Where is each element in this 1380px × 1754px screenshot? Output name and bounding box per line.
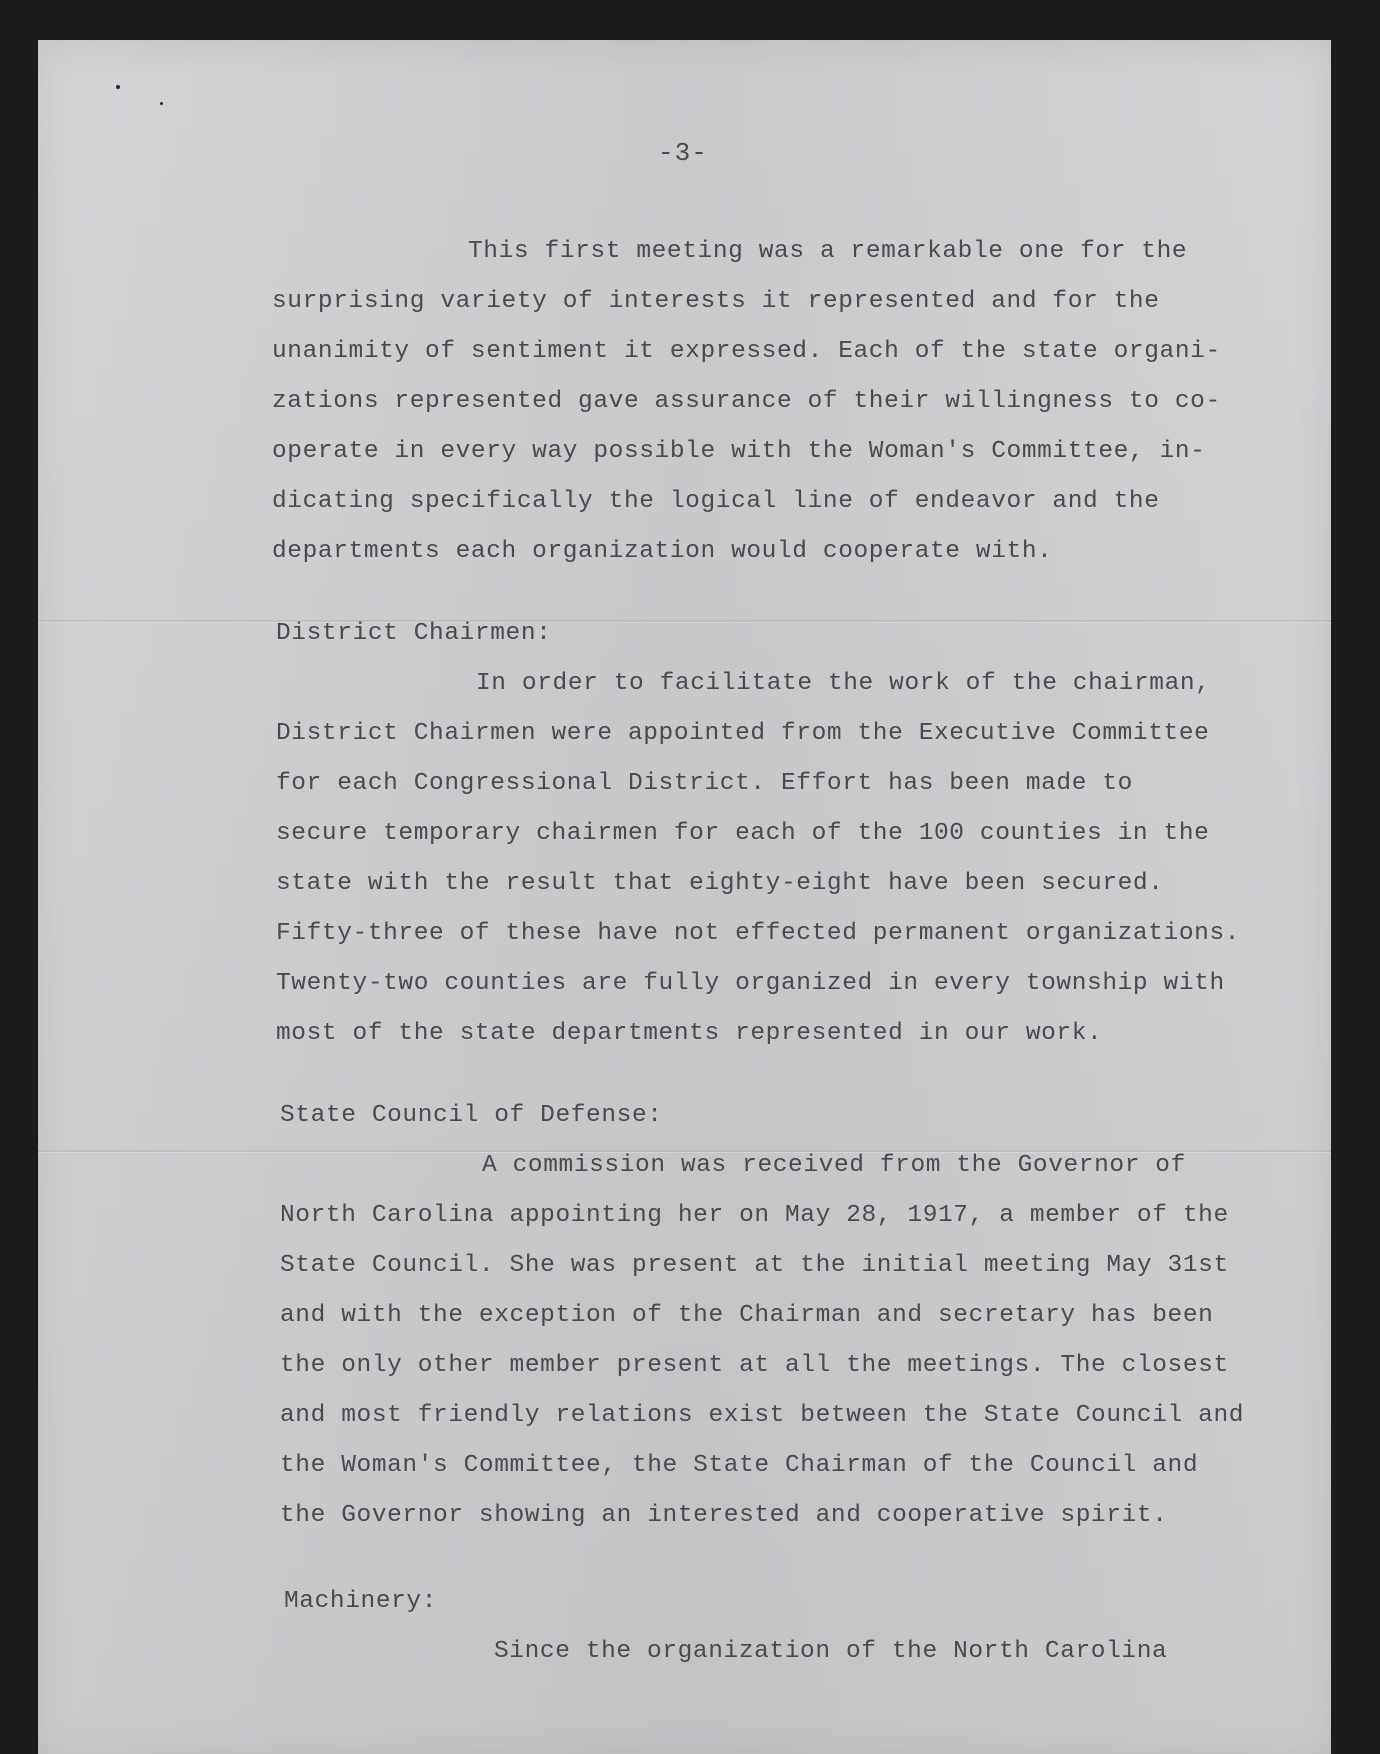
paragraph-line: Fifty-three of these have not effected permanent organizations. <box>276 920 1241 947</box>
paragraph-line: A commission was received from the Governor of <box>482 1152 1186 1179</box>
paragraph-line: departments each organization would cooperate with. <box>272 538 1053 565</box>
paragraph-line: Since the organization of the North Carolina <box>494 1638 1168 1665</box>
paragraph-line: unanimity of sentiment it expressed. Each of the state organi- <box>272 338 1221 365</box>
paragraph-line: secure temporary chairmen for each of the 100 counties in the <box>276 820 1210 847</box>
paragraph-line: and most friendly relations exist between the State Council and <box>280 1402 1245 1429</box>
paragraph-line: the Governor showing an interested and cooperative spirit. <box>280 1502 1168 1529</box>
section-heading: Machinery: <box>284 1588 438 1615</box>
paragraph-line: This first meeting was a remarkable one for the <box>468 238 1188 265</box>
paragraph-line: and with the exception of the Chairman and secretary has been <box>280 1302 1214 1329</box>
paragraph-line: most of the state departments represented in our work. <box>276 1020 1103 1047</box>
paragraph-line: the Woman's Committee, the State Chairman of the Council and <box>280 1452 1199 1479</box>
paragraph-line: In order to facilitate the work of the chairman, <box>476 670 1211 697</box>
page-number: -3- <box>658 138 708 168</box>
paragraph-line: District Chairmen were appointed from the Executive Committee <box>276 720 1210 747</box>
paragraph-line: state with the result that eighty-eight have been secured. <box>276 870 1164 897</box>
paragraph-line: North Carolina appointing her on May 28, 1917, a member of the <box>280 1202 1229 1229</box>
ink-speck <box>160 102 163 105</box>
paragraph-line: the only other member present at all the meetings. The closest <box>280 1352 1229 1379</box>
section-heading: State Council of Defense: <box>280 1102 663 1129</box>
document-page <box>38 40 1331 1754</box>
paragraph-line: State Council. She was present at the initial meeting May 31st <box>280 1252 1229 1279</box>
paragraph-line: Twenty-two counties are fully organized in every township with <box>276 970 1225 997</box>
paragraph-line: surprising variety of interests it represented and for the <box>272 288 1160 315</box>
paper-fold-line <box>38 620 1331 622</box>
ink-speck <box>116 85 120 89</box>
paragraph-line: for each Congressional District. Effort has been made to <box>276 770 1133 797</box>
section-heading: District Chairmen: <box>276 620 552 647</box>
paragraph-line: dicating specifically the logical line of endeavor and the <box>272 488 1160 515</box>
paragraph-line: operate in every way possible with the Woman's Committee, in- <box>272 438 1206 465</box>
paragraph-line: zations represented gave assurance of their willingness to co- <box>272 388 1221 415</box>
